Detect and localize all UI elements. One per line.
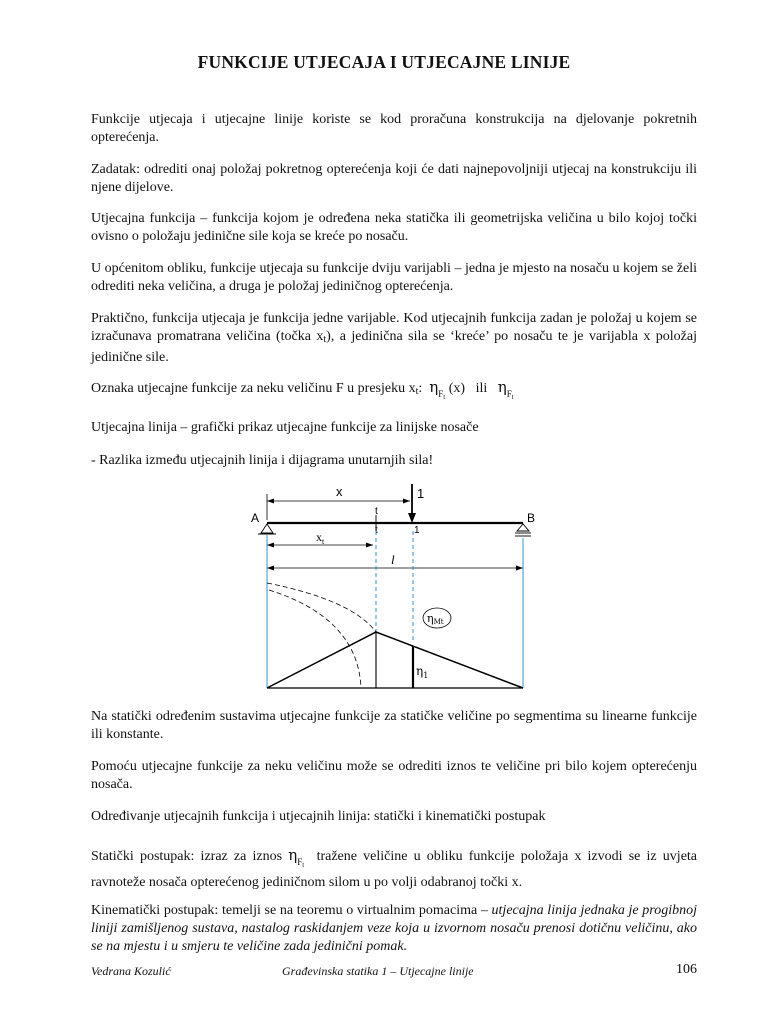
eta-sub-t-2: t: [511, 393, 514, 401]
footer-course: Građevinska statika 1 – Utjecajne linije: [282, 964, 474, 978]
paragraph-statically-determinate: Na statički određenim sustavima utjecajne funkcije za statičke veličine po segmentima su linearne funkcije ili konstante.: [91, 709, 697, 742]
paragraph-intro: Funkcije utjecaja i utjecajne linije koriste se kod proračuna konstrukcija na djelovanje pokretnih opterećenja.: [91, 112, 697, 145]
p13-text-italic: utjecajna linija jednaka je progibnoj liniji zamišljenog sustava, nastalog raskidanjem veze koja u izvornom nosaču prenosi dotičnu veličinu, ako se na mjestu i u smjeru te veličine zada jedinični pomak.: [91, 903, 697, 954]
label-t-top: t: [375, 506, 378, 517]
paragraph-general-form: U općenitom obliku, funkcije utjecaja su funkcije dviju varijabli – jedna je mjesto na nosaču u kojem se želi odrediti neka veličina, a druga je položaj jediničnog opterećenja.: [91, 261, 697, 294]
page-title: FUNKCIJE UTJECAJA I UTJECAJNE LINIJE: [197, 52, 571, 72]
eta-sub-t-1: t: [443, 393, 446, 401]
dim-arrow-x-left: [267, 499, 274, 504]
eta-symbol-1: η: [429, 378, 439, 396]
eta-sub-F-2: F: [506, 389, 512, 399]
paragraph-difference: - Razlika između utjecajnih linija i dijagrama unutarnjih sila!: [91, 453, 434, 468]
p6-subscript: t: [415, 386, 419, 397]
paragraph-influence-function: Utjecajna funkcija – funkcija kojom je određena neka statička ili geometrijska veličina u bilo kojoj točki ovisno o položaju jedinične sile koja se kreće po nosaču.: [91, 211, 697, 244]
influence-line-diagram: [240, 478, 540, 696]
paragraph-influence-line: Utjecajna linija – grafički prikaz utjecajne funkcije za linijske nosače: [91, 420, 479, 435]
dashed-curve-upper: [267, 583, 376, 632]
label-t-bottom: t: [375, 525, 378, 536]
dim-arrow-xt-left: [267, 543, 274, 548]
p5-subscript: t: [323, 334, 327, 345]
p6-text-a: Oznaka utjecajne funkcije za neku veličinu F u presjeku x: [91, 381, 416, 396]
p12-text-b: tražene veličine u obliku funkcije položaja x izvodi se iz uvjeta ravnoteže nosača opterećenog jediničnom silom u po volji odabranoj točki x.: [91, 849, 698, 890]
p5-text-a: Praktično, funkcija utjecaja je funkcija jedne varijable. Kod utjecajnih funkcija zadan je položaj u kojem se izračunava promatrana veličina (točka x: [91, 311, 697, 344]
label-eta-1: $\eta_1$: [416, 664, 429, 680]
label-l: l: [391, 552, 395, 567]
p6-colon: :: [418, 381, 423, 396]
eta-symbol-2: η: [497, 378, 507, 396]
eta-sub-t-3: t: [302, 861, 305, 869]
paragraph-kinematic-procedure: [91, 902, 697, 956]
influence-line: [267, 632, 523, 688]
paragraph-practical: [91, 310, 697, 367]
footer-author: Vedrana Kozulić: [91, 964, 171, 978]
p12-text-a: Statički postupak: izraz za iznos: [91, 849, 283, 864]
dim-arrow-l-right: [516, 566, 523, 571]
label-1-bottom: 1: [414, 525, 420, 536]
paragraph-static-procedure: [91, 846, 697, 892]
eta-sub-F-3: F: [297, 857, 303, 867]
eta-argument: (x): [448, 381, 466, 396]
support-A-pin: [261, 524, 273, 533]
paragraph-usage: Pomoću utjecajne funkcije za neku veličinu može se odrediti iznos te veličine pri bilo kojem opterećenju nosača.: [91, 759, 697, 792]
dim-arrow-xt-right: [366, 543, 373, 548]
p13-text-a: Kinematički postupak: temelji se na teoremu o virtualnim pomacima –: [91, 903, 492, 918]
dim-arrow-x-right: [403, 499, 410, 504]
p5-text-b: ), a jedinična sila se ‘kreće’ po nosaču te je varijabla x položaj jedinične sile.: [91, 329, 697, 365]
label-support-A: A: [251, 511, 260, 525]
paragraph-task: Zadatak: odrediti onaj položaj pokretnog opterećenja koji će dati najnepovoljniji utjecaj na konstrukciju ili njene dijelove.: [91, 162, 697, 195]
label-eta-M: ηMt: [427, 612, 444, 626]
label-x: x: [336, 484, 343, 499]
dashed-curve-lower: [269, 590, 361, 688]
unit-force-arrowhead: [408, 513, 416, 523]
label-support-B: B: [527, 511, 536, 525]
support-B-roller: [517, 524, 529, 531]
dim-arrow-l-left: [267, 566, 274, 571]
eta-sub-F-1: F: [438, 389, 444, 399]
footer-page-number: 106: [676, 962, 697, 977]
label-force: 1: [417, 486, 425, 501]
paragraph-procedures: Određivanje utjecajnih funkcija i utjecajnih linija: statički i kinematički postupak: [91, 809, 546, 824]
or-word: ili: [475, 381, 488, 396]
paragraph-notation: [91, 378, 697, 406]
label-xt: $x_t$: [316, 530, 325, 546]
eta-symbol-3: η: [288, 846, 298, 864]
